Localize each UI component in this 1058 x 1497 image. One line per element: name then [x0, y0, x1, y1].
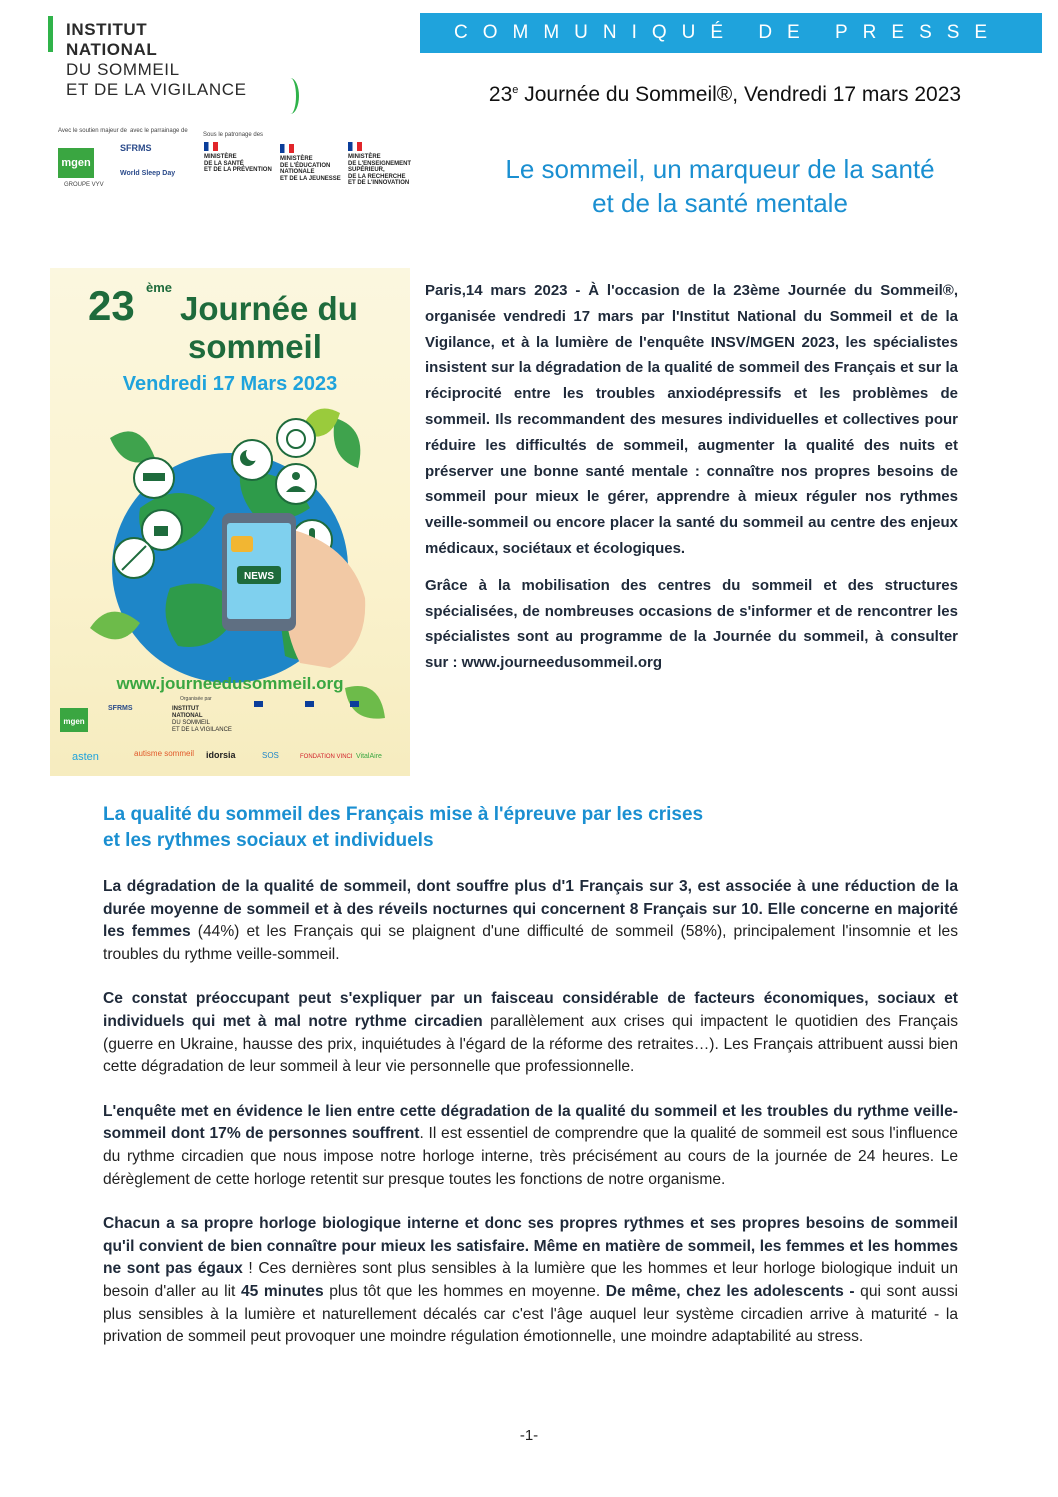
poster-title-1: Journée du	[180, 290, 358, 327]
body-paragraph-4: Chacun a sa propre horloge biologique interne et donc ses propres rythmes et ses propres besoins de sommeil qu'il convient de bien connaître pour mieux les satisfaire. Même en matière de sommeil, les femmes et les hommes ne sont pas égaux ! Ces dernières sont plus sensibles à la lumière que les hommes et leur horloge biologique induit un besoin d'aller au lit 45 minutes plus tôt que les hommes en moyenne. De même, chez les adolescents - qui sont aussi plus sensibles à la lumière et naturellement décalés car c'est l'âge auquel leur système circadien arrive à maturité - la privation de sommeil peut provoquer une moindre régulation émotionnelle, une moindre adaptabilité au stress.	[103, 1215, 958, 1346]
svg-text:INSTITUT: INSTITUT	[172, 706, 199, 712]
meditation-icon	[276, 464, 316, 504]
fondation-vinci-logo: FONDATION VINCI	[300, 754, 353, 760]
mgen-subtitle: GROUPE VYV	[64, 182, 104, 188]
body-paragraph-2: Ce constat préoccupant peut s'expliquer par un faisceau considérable de facteurs économiques, sociaux et individuels qui met à mal notre rythme circadien parallèlement aux crises qui impactent le quotidien des Français (guerre en Ukraine, hausse des prix, inquiétudes à l'égard de la réforme des retraites…). Les Français attribuent aussi bien cette dégradation de leur sommeil à leur vie personnelle que professionnelle.	[103, 990, 958, 1076]
lead-text	[425, 278, 958, 687]
autisme-sommeil-logo: autisme sommeil	[134, 749, 195, 758]
svg-text:NATIONAL: NATIONAL	[172, 713, 203, 719]
svg-text:DU SOMMEIL: DU SOMMEIL	[172, 720, 211, 726]
poster-date: Vendredi 17 Mars 2023	[122, 373, 338, 395]
poster-title-2: sommeil	[188, 328, 322, 365]
poster-sfrms-logo: SFRMS	[108, 705, 133, 712]
lead-paragraph-1: Paris,14 mars 2023 - À l'occasion de la 23ème Journée du Sommeil®, organisée vendredi 17 mars par l'Institut National du Sommeil et de la Vigilance, et à la lumière de l'enquête INSV/MGEN 2023, les spécialistes insistent sur la dégradation de la qualité de sommeil des Français et sur la réciprocité entre les troubles anxiodépressifs et les problèmes de sommeil. Ils recommandent des mesures individuelles et collectives pour réduire les difficultés de sommeil, augmenter la qualité des nuits et préserver une bonne santé mentale : connaître nos propres besoins de sommeil pour mieux le gérer, apprendre à mieux réguler nos rythmes veille-sommeil ou encore placer la santé du sommeil au centre des enjeux médicaux, sociétaux et écologiques.	[425, 282, 958, 557]
hand-icon	[285, 528, 365, 668]
world-sleep-day-logo: World Sleep Day	[120, 170, 176, 177]
ministry-sante: MINISTÈRE DE LA SANTÉ ET DE LA PRÉVENTION	[204, 154, 272, 173]
insv-logo	[66, 20, 247, 100]
mgen-logo: mgen	[58, 148, 94, 178]
vitalaire-logo: VitalAire	[356, 753, 382, 760]
republic-flag-icon	[348, 142, 362, 151]
parrainage-label: avec le parrainage de	[130, 128, 188, 134]
event-subheading: 23e Journée du Sommeil®, Vendredi 17 mars 2023	[488, 83, 962, 106]
poster-number-sup: ème	[146, 280, 173, 295]
body-paragraph-1: La dégradation de la qualité de sommeil, dont souffre plus d'1 Français sur 3, est associée à une réduction de la durée moyenne de sommeil et à des réveils nocturnes qui concernent 8 Français sur 10. Elle concerne en majorité les femmes (44%) et les Français qui se plaignent d'une difficulté de sommeil (58%), principalement l'insomnie et les troubles du rythme veille-sommeil.	[103, 878, 958, 963]
soutien-label: Avec le soutien majeur de	[58, 128, 127, 134]
body-text	[103, 876, 958, 1371]
alarm-clock-icon	[277, 419, 315, 457]
partner-logos	[58, 128, 418, 200]
event-poster	[50, 268, 410, 776]
ministry-enseignement: MINISTÈRE DE L'ENSEIGNEMENT SUPÉRIEUR, DE LA RECHERCHE ET DE L'INNOVATION	[348, 154, 412, 186]
idorsia-logo: idorsia	[206, 750, 236, 760]
lead-paragraph-2: Grâce à la mobilisation des centres du sommeil et des structures spécialisées, de nombreuses occasions de s'informer et de rencontrer les spécialistes sont au programme de la Journée du sommeil, à consulter sur : www.journeedusommeil.org	[425, 576, 958, 672]
asten-logo: asten	[72, 751, 99, 763]
sos-logo: SOS	[262, 751, 279, 760]
republic-flag-icon	[204, 142, 218, 151]
ministry-education: MINISTÈRE DE L'ÉDUCATION NATIONALE ET DE LA JEUNESSE	[280, 156, 341, 182]
page-number: -1-	[519, 1427, 539, 1444]
sfrms-logo: SFRMS	[120, 143, 152, 153]
logo-line-4: ET DE LA VIGILANCE	[66, 80, 247, 99]
page-title: Le sommeil, un marqueur de la santé et de la santé mentale	[505, 154, 935, 218]
logo-accent-bar	[48, 16, 53, 52]
patronage-label: Sous le patronage des	[203, 132, 264, 138]
poster-number: 23	[88, 282, 135, 329]
logo-line-1: INSTITUT	[66, 20, 148, 39]
section-heading: La qualité du sommeil des Français mise à l'épreuve par les crises et les rythmes sociaux et individuels	[103, 804, 704, 851]
poster-organizer-label: Organisée par	[180, 696, 212, 702]
logo-line-2: NATIONAL	[66, 40, 158, 59]
poster-url: www.journeedusommeil.org	[116, 674, 344, 693]
body-paragraph-3: L'enquête met en évidence le lien entre cette dégradation de la qualité du sommeil et les troubles du rythme veille-sommeil dont 17% de personnes souffrent. Il est essentiel de comprendre que la qualité de sommeil est sous l'influence du rythme circadien que nous impose notre horloge interne, très précisément au cours de la journée de 24 heures. Le dérèglement de cette horloge retentit sur presque toutes les fonctions de notre organisme.	[103, 1102, 958, 1188]
svg-text:ET DE LA VIGILANCE: ET DE LA VIGILANCE	[172, 727, 232, 733]
republic-flag-icon	[280, 144, 294, 153]
press-release-banner: COMMUNIQUÉ DE PRESSE	[420, 13, 1042, 53]
logo-line-3: DU SOMMEIL	[66, 60, 180, 79]
phone-news-label: NEWS	[244, 571, 274, 582]
svg-text:mgen: mgen	[63, 717, 85, 726]
logo-moon-curve	[282, 78, 299, 114]
